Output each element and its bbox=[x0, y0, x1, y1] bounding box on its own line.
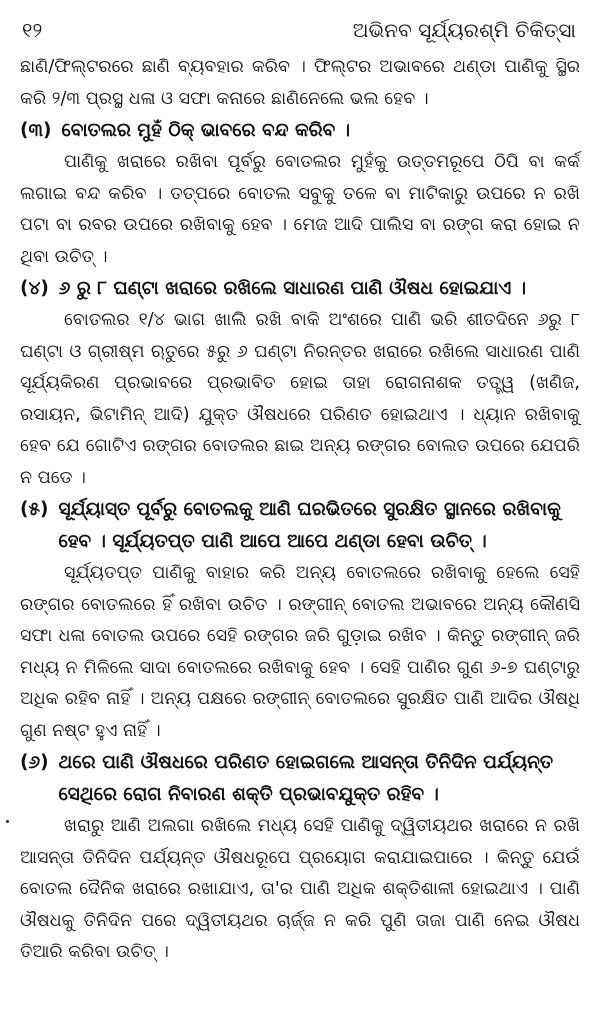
paragraph: ଖରାରୁ ଆଣି ଅଲଗା ରଖିଲେ ମଧ୍ୟ ସେହି ପାଣିକୁ ଦ୍ୱିତୀୟଥର ଖରାରେ ନ ରଖି ଆସନ୍ତା ତିନିଦିନ ପର୍ଯ୍ୟନ୍ତ ଔଷଧରୂପେ ପ୍ରୟୋଗ କରାଯାଇପାରେ । କିନ୍ତୁ ଯେଉଁ ବୋତଲ ଦୈନିକ ଖରାରେ ରଖାଯାଏ, ତା'ର ପାଣି ଅଧିକ ଶକ୍ତିଶାଳୀ ହୋଇଥାଏ । ପାଣି ଔଷଧକୁ ତିନିଦିନ ପରେ ଦ୍ୱିତୀୟଥର ଚାର୍ଜ୍ଜ ନ କରି ପୁଣି ତାଜା ପାଣି ନେଇ ଔଷଧ ତିଆରି କରିବା ଉଚିତ୍ । bbox=[20, 816, 580, 962]
running-title: ଅଭିନବ ସୂର୍ଯ୍ୟରଶ୍ମି ଚିକିତ୍ସା bbox=[352, 18, 576, 42]
section-heading-text: ଥରେ ପାଣି ଔଷଧରେ ପରିଣତ ହୋଇଗଲେ ଆସନ୍ତା ତିନିଦିନ ପର୍ଯ୍ୟନ୍ତ ସେଥିରେ ରୋଗ ନିବାରଣ ଶକ୍ତି ପ୍ରଭାବଯୁକ୍ତ ରହିବ । bbox=[58, 752, 554, 805]
page-body bbox=[20, 52, 580, 969]
section-number: (୬) bbox=[20, 752, 49, 773]
section-heading-5 bbox=[20, 494, 580, 558]
section-heading-text: ବୋତଲର ମୁହଁ ଠିକ୍ ଭାବରେ ବନ୍ଦ କରିବ । bbox=[61, 120, 351, 141]
margin-dot bbox=[6, 820, 9, 823]
paragraph: ଛାଣି/ଫିଲ୍ଟରରେ ଛାଣି ବ୍ୟବହାର କରିବ । ଫିଲ୍ଟର ଅଭାବରେ ଥଣ୍ଡା ପାଣିକୁ ସ୍ଥିର କରି ୨/୩ ପ୍ରସ୍ଥ ଧଳା ଓ ସଫା କନାରେ ଛାଣିନେଲେ ଭଲ ହେବ । bbox=[20, 57, 580, 109]
section-heading-4 bbox=[20, 273, 580, 305]
page-header bbox=[20, 10, 580, 50]
section-number: (୪) bbox=[20, 278, 49, 299]
paragraph: ସୂର୍ଯ୍ୟତପ୍ତ ପାଣିକୁ ବାହାର କରି ଅନ୍ୟ ବୋତଲରେ ରଖିବାକୁ ହେଲେ ସେହି ରଙ୍ଗର ବୋତଲରେ ହିଁ ରଖିବା ଉଚିତ । ରଙ୍ଗୀନ୍ ବୋତଲ ଅଭାବରେ ଅନ୍ୟ କୌଣସି ସଫା ଧଳା ବୋତଲ ଉପରେ ସେହି ରଙ୍ଗର ଜରି ଗୁଡ଼ାଇ ରଖିବ । କିନ୍ତୁ ରଙ୍ଗୀନ୍ ଜରି ମଧ୍ୟ ନ ମିଳିଲେ ସାଦା ବୋତଲରେ ରଖିବାକୁ ହେବ । ସେହି ପାଣିର ଗୁଣ ୬-୭ ଘଣ୍ଟାରୁ ଅଧିକ ରହିବ ନାହିଁ । ଅନ୍ୟ ପକ୍ଷରେ ରଙ୍ଗୀନ୍ ବୋତଲରେ ସୁରକ୍ଷିତ ପାଣି ଆଦିର ଔଷଧି ଗୁଣ ନଷ୍ଟ ହୁଏ ନାହିଁ । bbox=[20, 563, 580, 741]
section-heading-3 bbox=[20, 115, 580, 147]
section-number: (୫) bbox=[20, 499, 49, 520]
paragraph: ପାଣିକୁ ଖରାରେ ରଖିବା ପୂର୍ବରୁ ବୋତଲର ମୁହଁକୁ ଉତ୍ତମରୂପେ ଠିପି ବା କର୍କ ଲଗାଇ ବନ୍ଦ କରିବ । ତତ୍ପରେ ବୋତଲ ସବୁକୁ ତଳେ ବା ମାଟିକାରୁ ଉପରେ ନ ରଖି ପଟା ବା ରବର ଉପରେ ରଖିବାକୁ ହେବ । ମେଜ ଆଦି ପାଲିସ ବା ରଙ୍ଗ କରା ହୋଇ ନ ଥିବା ଉଚିତ୍ । bbox=[20, 152, 580, 267]
section-heading-6 bbox=[20, 747, 580, 811]
paragraph: ବୋତଲର ୧/୪ ଭାଗ ଖାଲି ରଖି ବାକି ଅଂଶରେ ପାଣି ଭରି ଶୀତଦିନେ ୬ରୁ ୮ ଘଣ୍ଟା ଓ ଗ୍ରୀଷ୍ମ ଋତୁରେ ୫ରୁ ୬ ଘଣ୍ଟା ନିରନ୍ତର ଖରାରେ ରଖିଲେ ସାଧାରଣ ପାଣି ସୂର୍ଯ୍ୟକିରଣ ପ୍ରଭାବରେ ପ୍ରଭାବିତ ହୋଇ ତାହା ରୋଗନାଶକ ତତ୍ତ୍ୱ (ଖଣିଜ, ରସାୟନ, ଭିଟାମିନ୍ ଆଦି) ଯୁକ୍ତ ଔଷଧରେ ପରିଣତ ହୋଇଥାଏ । ଧ୍ୟାନ ରଖିବାକୁ ହେବ ଯେ ଗୋଟିଏ ରଙ୍ଗର ବୋତଲର ଛାଇ ଅନ୍ୟ ରଙ୍ଗର ବୋଲତ ଉପରେ ଯେପରି ନ ପଡେ । bbox=[20, 310, 580, 488]
section-heading-text: ସୂର୍ଯ୍ୟାସ୍ତ ପୂର୍ବରୁ ବୋତଲକୁ ଆଣି ଘରଭିତରେ ସୁରକ୍ଷିତ ସ୍ଥାନରେ ରଖିବାକୁ ହେବ । ସୂର୍ଯ୍ୟତପ୍ତ ପାଣି ଆପେ ଆପେ ଥଣ୍ଡା ହେବା ଉଚିତ୍ । bbox=[58, 499, 561, 552]
page-number: ୧୨ bbox=[22, 18, 43, 42]
section-number: (୩) bbox=[20, 120, 52, 141]
section-heading-text: ୬ ରୁ ୮ ଘଣ୍ଟା ଖରାରେ ରଖିଲେ ସାଧାରଣ ପାଣି ଔଷଧ ହୋଇଯାଏ । bbox=[58, 278, 527, 299]
